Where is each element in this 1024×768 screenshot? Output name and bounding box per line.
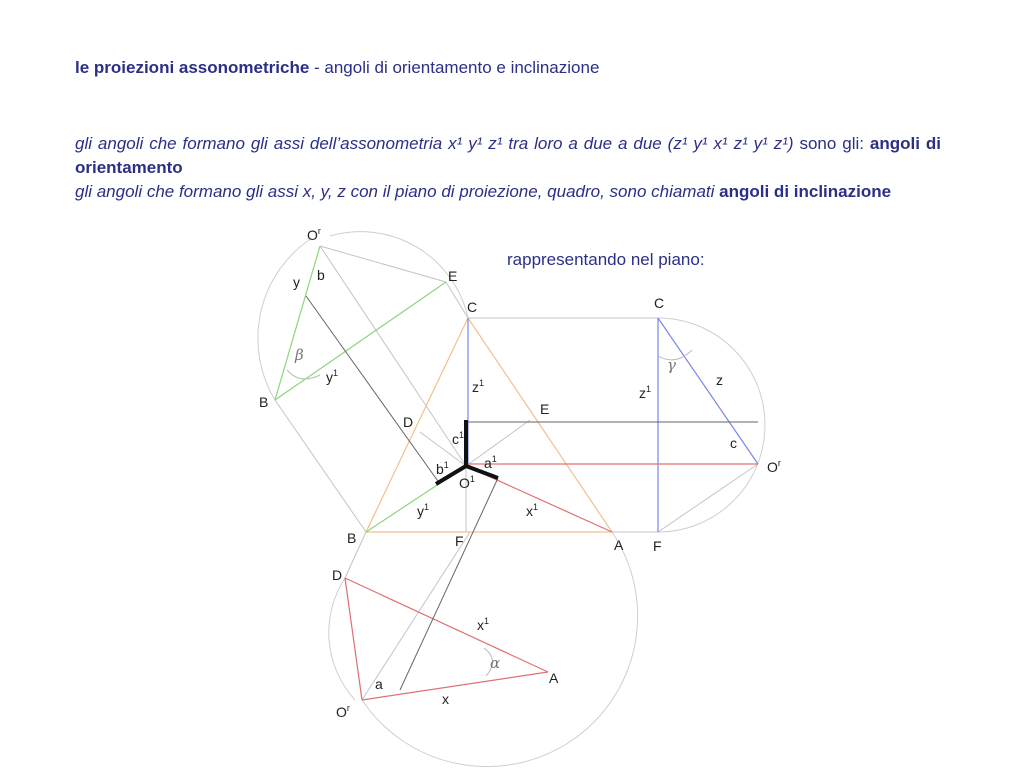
label-b: b — [317, 267, 325, 283]
label-F-right: F — [653, 538, 662, 554]
orientation-joiner: sono gli: — [793, 134, 870, 153]
label-E-top: E — [448, 268, 458, 284]
label-D-mid: D — [403, 414, 414, 430]
x-line-Or-A — [362, 672, 548, 700]
label-B-left: B — [259, 394, 269, 410]
line-Or-D-mid — [320, 246, 466, 466]
label-x-bottom: x — [442, 691, 449, 707]
line-Or-E — [320, 246, 446, 282]
orientation-term: angoli di orientamento — [75, 134, 942, 177]
label-Or-right: $O^r$ — [767, 458, 781, 475]
label-b1: $b^1$ — [436, 460, 449, 477]
plane-note: rappresentando nel piano: — [507, 250, 705, 269]
arc-right — [658, 318, 765, 532]
dark-line-x — [400, 478, 501, 690]
label-y1-left: $y^1$ — [326, 368, 339, 385]
label-alpha: α — [490, 654, 501, 672]
inclination-term: angoli di inclinazione — [719, 182, 892, 201]
label-A-mid: A — [614, 537, 624, 553]
label-a-bottom: a — [375, 676, 383, 692]
z-line-C-Or — [658, 318, 758, 464]
x1-line-D-A — [345, 578, 548, 672]
line-E-C — [446, 282, 468, 318]
label-a1: $a^1$ — [484, 454, 497, 471]
label-c1: $c^1$ — [452, 430, 465, 447]
label-C-right: C — [654, 295, 665, 311]
arc-beta — [287, 370, 320, 379]
y-line-B-E — [275, 282, 446, 400]
label-y1-mid: $y^1$ — [417, 502, 430, 519]
label-Or-top: $O^r$ — [307, 226, 321, 243]
label-F-mid: F — [455, 533, 464, 549]
label-D-bottom: D — [332, 567, 343, 583]
line-B-Or-left — [275, 400, 366, 532]
line-O-E — [466, 420, 530, 466]
title-rest: - angoli di orientamento e inclinazione — [309, 58, 600, 77]
label-C-left: C — [467, 299, 478, 315]
label-c-right: c — [730, 435, 737, 451]
label-z1-right: $z^1$ — [639, 384, 652, 401]
label-x1-bottom: $x^1$ — [477, 616, 490, 633]
line-Or-right-F — [658, 464, 758, 532]
label-beta: β — [295, 346, 304, 364]
arc-left — [258, 238, 312, 400]
y-line-Or-B — [275, 246, 320, 400]
inclination-definition: gli angoli che formano gli assi x, y, z con il piano di proiezione, quadro, sono chiamati — [75, 182, 720, 201]
label-x1-mid: $x^1$ — [526, 502, 539, 519]
label-E-mid: E — [540, 401, 550, 417]
label-gamma: γ — [667, 356, 676, 374]
label-y: y — [293, 274, 300, 290]
title-bold: le proiezioni assonometriche — [75, 58, 310, 77]
x-line-D-Or — [345, 578, 362, 700]
orientation-definition: gli angoli che formano gli assi dell’assonometria x¹ y¹ z¹ tra loro a due a due (z¹ y¹ x¹ z¹ y¹ z¹) — [75, 134, 794, 153]
arc-bottom-left — [329, 578, 355, 700]
label-O1: $O^1$ — [459, 474, 475, 491]
label-B-mid: B — [347, 530, 357, 546]
line-F-Or-bottom — [362, 532, 470, 700]
label-Or-bottom: $O^r$ — [336, 703, 350, 720]
label-z1-left: $z^1$ — [472, 378, 485, 395]
label-A-bottom: A — [549, 670, 559, 686]
label-z-right: z — [716, 372, 723, 388]
dark-line-y — [306, 296, 440, 484]
